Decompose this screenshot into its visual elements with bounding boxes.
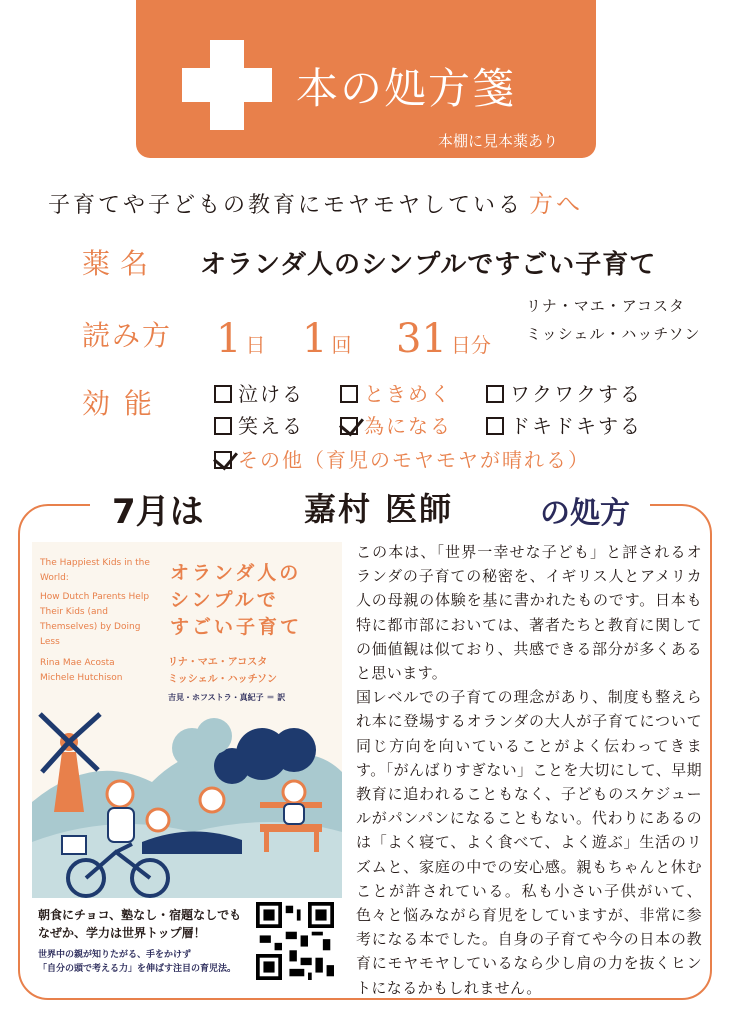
review-paragraph-1: この本は、「世界一幸せな子ども」と評されるオランダの子育ての秘密を、イギリス人とアメリカ人の母親の体験を基に書かれたものです。日本も特に都市部においては、著者たちと教育に関しての価値観は似ており、共感できる部分が多くあると思います。 (356, 543, 702, 683)
checkbox-icon (214, 385, 232, 403)
cover-english-text: The Happiest Kids in the World: How Dutch Parents Help Their Kids (and Themselves) by Doing Less Rina Mae Acosta Michele Hutchison (40, 558, 150, 683)
checkbox-icon (486, 417, 504, 435)
effect-item: 笑える (214, 410, 304, 442)
page-subtitle: 本棚に見本薬あり (438, 132, 559, 150)
page-title: 本の処方箋 (296, 64, 517, 113)
checkbox-checked-icon (214, 451, 232, 469)
review-paragraph-2: 国レベルでの子育ての理念があり、制度も整えられ本に登場するオランダの大人が子育てについて同じ方向を向いていることがよく伝わってきます。「がんばりすぎない」ことを大切にして、早期教育に追われることもなく、子どものスケジュールがパンパンになることもない。代わりにあるのは「よく寝て、よく食べて、よく遊ぶ」生活のリズムと、家庭の中での安心感。親もちゃんと休むことが許されている。私も小さい子供がいて、色々と悩みながら育児をしていますが、非常に参考になる本でした。自身の子育てや今の日本の教育にモヤモヤしているなら少し肩の力を抜くヒントになるかもしれません。 (356, 688, 702, 997)
dosage-label: 読み方 (82, 319, 173, 352)
target-audience (48, 184, 583, 219)
target-accent: 方へ (529, 190, 584, 218)
checkbox-icon (486, 385, 504, 403)
prescription-month: 7月は (112, 492, 204, 532)
effect-item: 泣ける (214, 378, 304, 410)
qr-code-icon[interactable] (256, 902, 334, 980)
author-2: ミッシェル・ハッチソン (526, 325, 701, 343)
checkbox-icon (214, 417, 232, 435)
prescription-doctor: 嘉村 医師 (304, 490, 454, 528)
checkbox-checked-icon (340, 417, 358, 435)
cover-translator: 吉見・ホフストラ・真紀子 ＝ 訳 (168, 693, 286, 702)
checkbox-icon (340, 385, 358, 403)
effects-label: 効能 (82, 387, 167, 420)
medical-cross-icon-bar (182, 68, 272, 102)
author-1: リナ・マエ・アコスタ (526, 297, 685, 315)
drug-label: 薬名 (82, 247, 159, 280)
cover-band-headline: 朝食にチョコ、塾なし・宿題なしでも なぜか、学力は世界トップ層！ (38, 908, 242, 940)
cover-title: オランダ人の シンプルで すごい子育て (170, 562, 303, 638)
cover-band-sub: 世界中の親が知りたがる、手をかけず 「自分の頭で考える力」を伸ばす注目の育児法。 (38, 950, 237, 974)
cover-illustration (32, 672, 342, 902)
effect-item: 為になる (340, 410, 452, 442)
cover-band (32, 898, 342, 986)
prescription-suffix: の処方 (540, 496, 630, 531)
dosage-count: 1 回 (302, 316, 352, 362)
dosage-days: 31 日分 (396, 316, 491, 362)
drug-name: オランダ人のシンプルですごい子育て (200, 250, 657, 280)
effect-item: ドキドキする (486, 410, 642, 442)
effect-item: ときめく (340, 378, 452, 410)
target-text: 子育てや子どもの教育にモヤモヤしている (48, 193, 524, 218)
cover-authors: リナ・マエ・アコスタ ミッシェル・ハッチソン (168, 657, 277, 685)
effect-item: その他（育児のモヤモヤが晴れる） (214, 444, 590, 476)
effect-item: ワクワクする (486, 378, 642, 410)
review-text (356, 540, 702, 1000)
dosage-times: 1 日 (216, 316, 266, 362)
author-list (526, 292, 701, 348)
book-cover (32, 542, 342, 986)
